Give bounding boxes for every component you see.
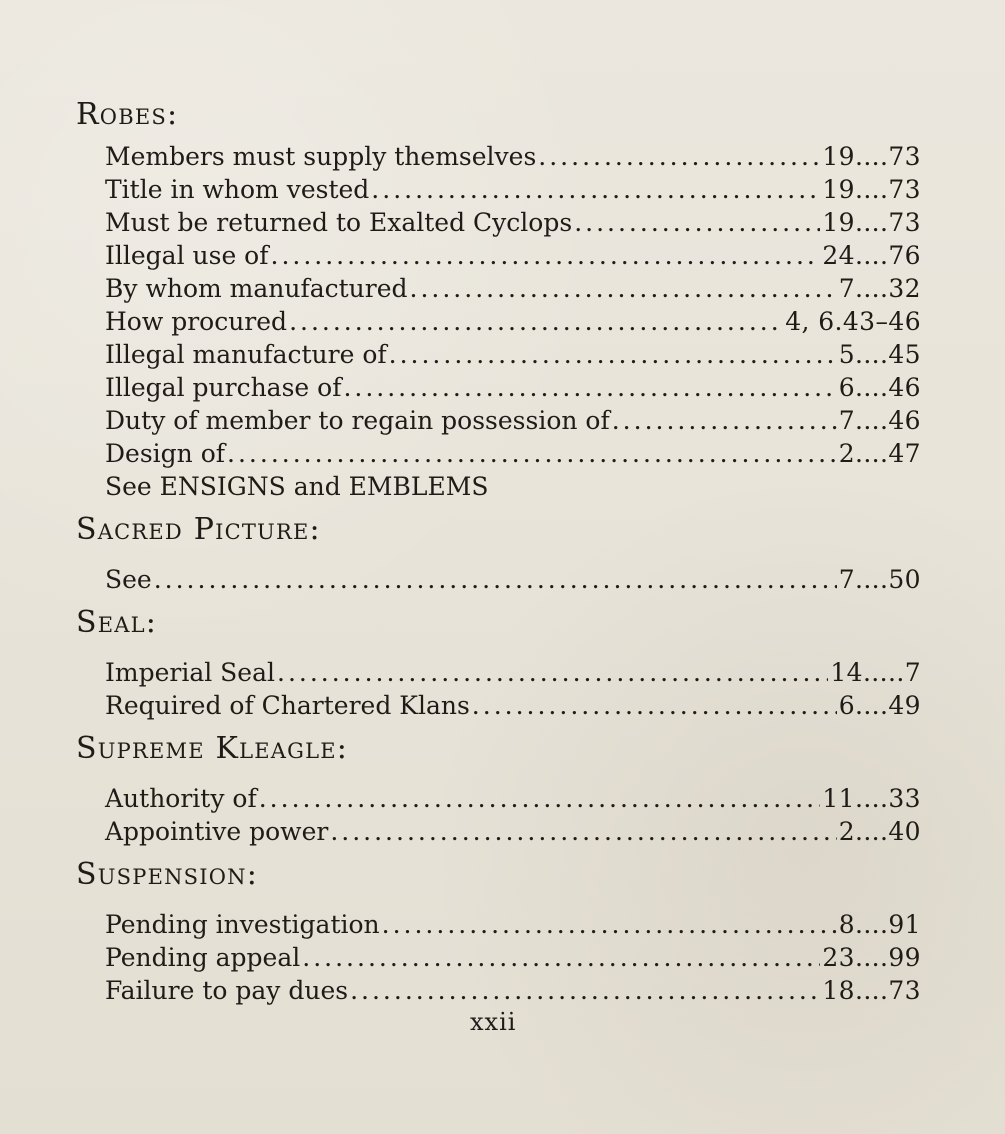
entry-reference: 19....73: [822, 142, 921, 171]
section-robes: [76, 90, 1005, 503]
index-entry: [105, 140, 921, 173]
entry-reference: 6....49: [838, 691, 921, 720]
dot-leader: [382, 908, 837, 941]
index-entry: [105, 305, 921, 338]
dot-leader: [410, 272, 837, 305]
entry-reference: 2....40: [838, 817, 921, 846]
dot-leader: [259, 782, 821, 815]
section-spacer: [76, 774, 1005, 782]
index-entry: [105, 782, 921, 815]
entry-list-seal: [76, 656, 1005, 722]
index-entry: [105, 371, 921, 404]
section-supreme-kleagle: [76, 724, 1005, 848]
entry-reference: 6....46: [838, 373, 921, 402]
index-entry: [105, 908, 921, 941]
section-heading-supreme-kleagle: Supreme Kleagle:: [76, 731, 349, 766]
entry-reference: 2....47: [838, 439, 921, 468]
entry-list-suspension: [76, 908, 1005, 1007]
entry-list-supreme-kleagle: [76, 782, 1005, 848]
section-spacer: [76, 900, 1005, 908]
index-entry: [105, 689, 921, 722]
entry-reference: 24....76: [822, 241, 921, 270]
index-entry: [105, 272, 921, 305]
entry-text: Illegal purchase of: [105, 373, 342, 402]
entry-reference: 4, 6.43–46: [785, 307, 921, 336]
index-entry: [105, 941, 921, 974]
entry-text: Duty of member to regain possession of: [105, 406, 610, 435]
index-entry: [105, 563, 921, 596]
dot-leader: [472, 689, 837, 722]
dot-leader: [538, 140, 820, 173]
index-entry: [105, 173, 921, 206]
index-entry: [105, 437, 921, 470]
entry-reference: 7....32: [838, 274, 921, 303]
dot-leader: [330, 815, 836, 848]
entry-list-sacred-picture: [76, 563, 1005, 596]
index-entry: [105, 974, 921, 1007]
entry-text: Imperial Seal: [105, 658, 275, 687]
index-entry: [105, 239, 921, 272]
section-spacer: [76, 648, 1005, 656]
see-also-note: See ENSIGNS and EMBLEMS: [105, 472, 489, 501]
entry-reference: 7....46: [838, 406, 921, 435]
section-sacred-picture: [76, 505, 1005, 596]
page-number: xxii: [470, 1008, 517, 1036]
dot-leader: [350, 974, 820, 1007]
entry-text: Design of: [105, 439, 226, 468]
entry-reference: 11....33: [822, 784, 921, 813]
section-heading-sacred-picture: Sacred Picture:: [76, 512, 321, 547]
dot-leader: [343, 371, 836, 404]
entry-list-robes: [76, 140, 1005, 470]
entry-reference: 19....73: [822, 175, 921, 204]
entry-text: Illegal manufacture of: [105, 340, 387, 369]
entry-text: Members must supply themselves: [105, 142, 537, 171]
entry-text: How procured: [105, 307, 288, 336]
section-spacer: [76, 555, 1005, 563]
entry-reference: 8....91: [838, 910, 921, 939]
dot-leader: [154, 563, 837, 596]
entry-text: Illegal use of: [105, 241, 269, 270]
entry-text: See: [105, 565, 152, 594]
dot-leader: [289, 305, 783, 338]
section-heading-suspension: Suspension:: [76, 857, 259, 892]
entry-text: Must be returned to Exalted Cyclops: [105, 208, 573, 237]
entry-reference: 14.....7: [830, 658, 921, 687]
dot-leader: [227, 437, 837, 470]
dot-leader: [389, 338, 837, 371]
index-entry: [105, 206, 921, 239]
entry-text: Title in whom vested: [105, 175, 370, 204]
section-seal: [76, 598, 1005, 722]
entry-text: Pending investigation: [105, 910, 380, 939]
entry-reference: 18....73: [822, 976, 921, 1005]
index-entry: [105, 656, 921, 689]
entry-text: Required of Chartered Klans: [105, 691, 470, 720]
entry-text: Pending appeal: [105, 943, 301, 972]
dot-leader: [271, 239, 821, 272]
entry-text: Authority of: [105, 784, 257, 813]
dot-leader: [302, 941, 820, 974]
section-heading-robes: Robes:: [76, 97, 179, 132]
dot-leader: [371, 173, 820, 206]
entry-text: By whom manufactured: [105, 274, 408, 303]
index-entry: [105, 404, 921, 437]
section-heading-seal: Seal:: [76, 605, 158, 640]
dot-leader: [574, 206, 820, 239]
dot-leader: [277, 656, 828, 689]
entry-reference: 19....73: [822, 208, 921, 237]
section-suspension: [76, 850, 1005, 1007]
entry-reference: 23....99: [822, 943, 921, 972]
dot-leader: [612, 404, 837, 437]
entry-text: Failure to pay dues: [105, 976, 349, 1005]
entry-reference: 7....50: [838, 565, 921, 594]
index-entry: [105, 338, 921, 371]
entry-reference: 5....45: [838, 340, 921, 369]
index-entry: [105, 815, 921, 848]
entry-text: Appointive power: [105, 817, 329, 846]
